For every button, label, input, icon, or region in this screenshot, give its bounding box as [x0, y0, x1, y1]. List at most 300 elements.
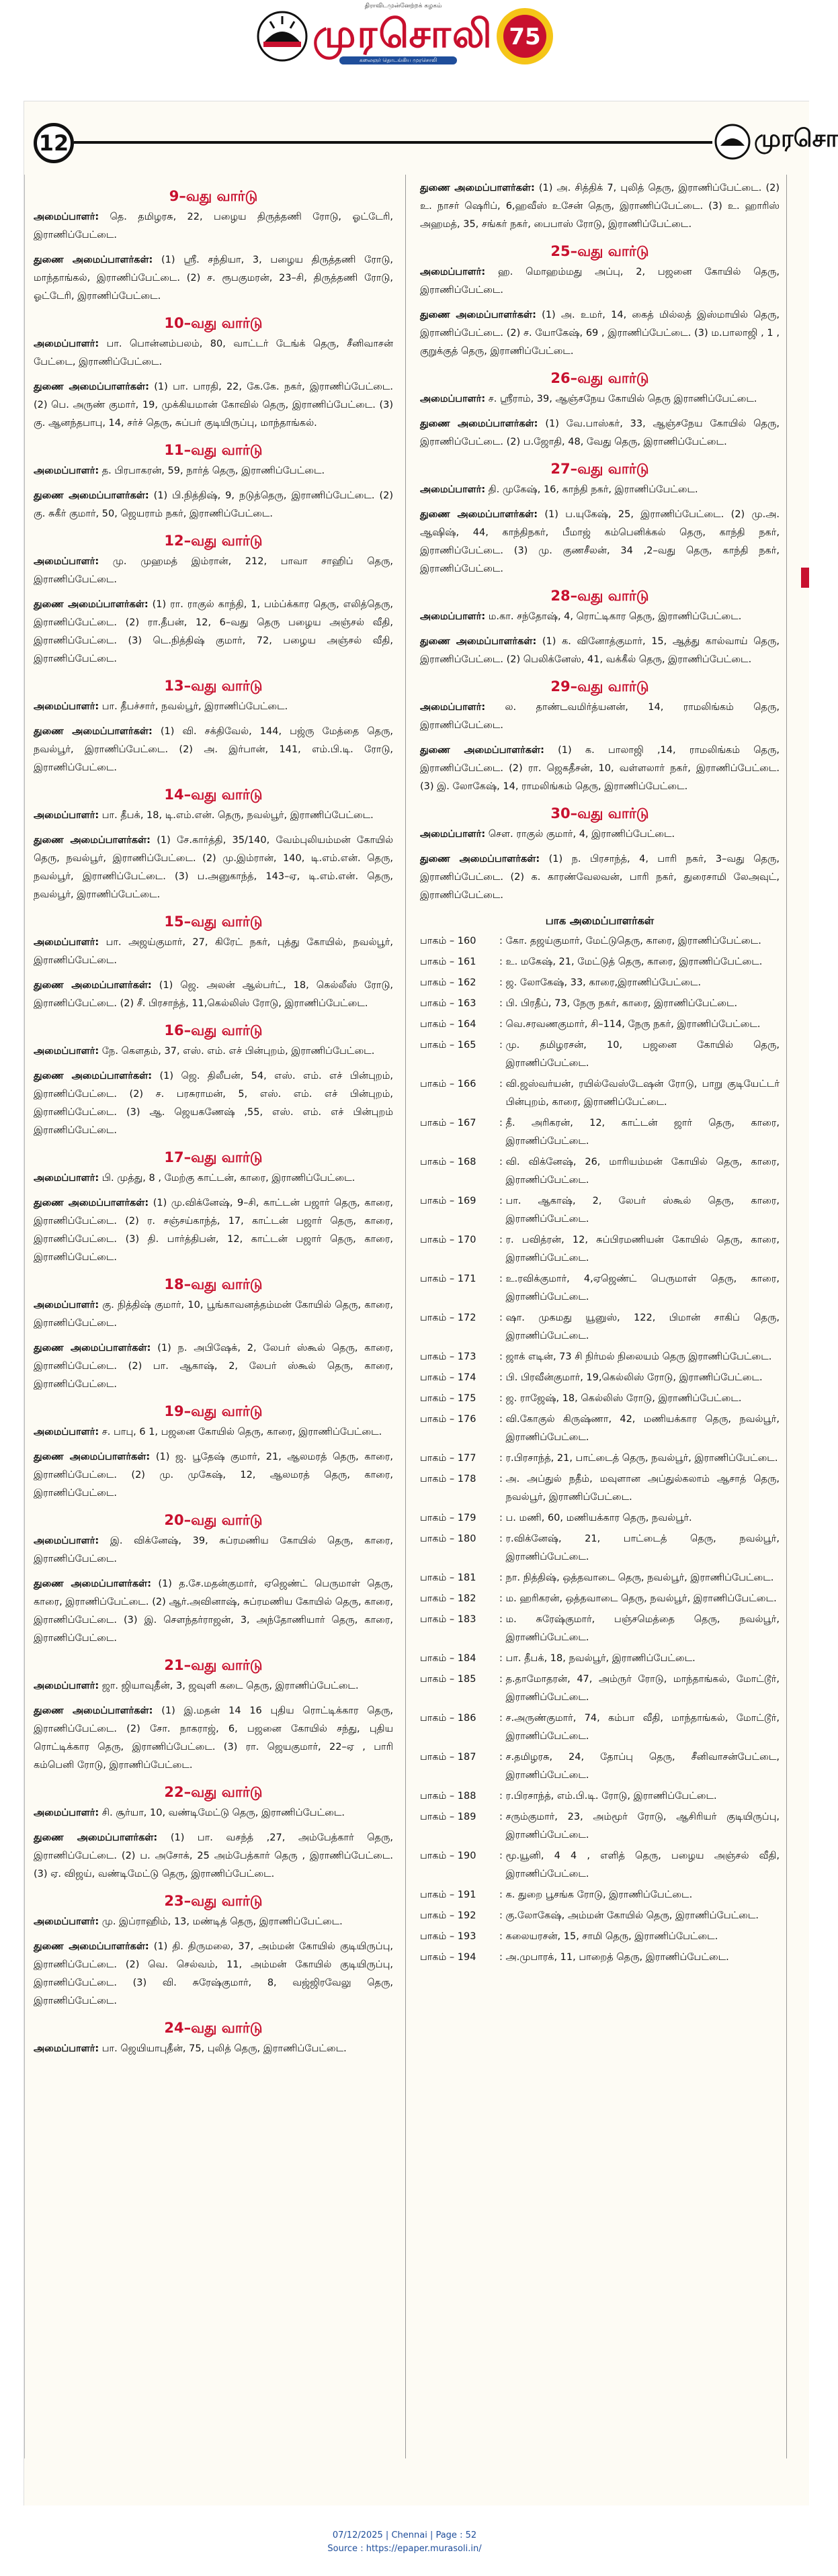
role-label: துணை அமைப்பாளர்கள்:: [34, 1579, 152, 1589]
booth-row: [420, 1611, 780, 1647]
appointment-entry: [34, 1296, 393, 1333]
role-label: துணை அமைப்பாளர்கள்:: [34, 1343, 151, 1353]
booth-organizer: வி.ஜஸ்வர்யன், ரயில்வேஸ்டேஷன் ரோடு, பாறு குடியேட்டர் பின்புறம், காரை, இராணிப்பேட்டை.: [505, 1079, 780, 1108]
role-label: அமைப்பாளர்:: [420, 484, 486, 495]
separator: :: [499, 1791, 506, 1802]
role-label: அமைப்பாளர்:: [34, 1046, 99, 1057]
role-label: அமைப்பாளர்:: [34, 1536, 99, 1546]
masthead: [0, 0, 809, 74]
appointment-entry: [420, 179, 780, 234]
booth-row: [420, 995, 780, 1013]
ward-heading: 19–வது வார்டு: [164, 1403, 263, 1419]
entry-text: ச. பாபு, 6 1, பஜனை கோயில் தெரு, காரை, இராணிப்பேட்டை.: [101, 1427, 382, 1437]
entry-text: கு. நித்திஷ் குமார், 10, பூங்காவனத்தம்மன் கோயில் தெரு, காரை, இராணிப்பேட்டை.: [34, 1300, 394, 1329]
booth-row: [420, 1036, 780, 1073]
booth-row: [420, 1748, 780, 1785]
separator: :: [499, 1414, 506, 1425]
booth-row: [420, 1390, 780, 1408]
booth-number: பாகம் – 164: [420, 1019, 476, 1030]
separator: :: [499, 1851, 506, 1861]
booth-organizer: ர.பிரசாந்த், எம்.பி.டி. ரோடு, இராணிப்பேட்டை.: [505, 1791, 717, 1802]
booth-number: பாகம் – 185: [420, 1674, 476, 1685]
booth-organizer: த.தாமோதரன், 47, அம்ருர் ரோடு, மாந்தாங்கல், மோட்டூர், இராணிப்பேட்டை.: [505, 1674, 780, 1703]
ward-heading: 11–வது வார்டு: [164, 442, 263, 458]
booth-row: [420, 1075, 780, 1112]
separator: :: [499, 936, 506, 946]
booth-row: [420, 1847, 780, 1883]
ward-heading: 10–வது வார்டு: [164, 315, 263, 331]
separator: :: [499, 1593, 506, 1604]
role-label: துணை அமைப்பாளர்கள்:: [420, 310, 536, 320]
booth-number: பாகம் – 161: [420, 957, 476, 967]
booth-row: [420, 1569, 780, 1587]
booth-organizer: வெ.சரவணகுமார், சி–114, நேரு நகர், இராணிப்பேட்டை.: [505, 1019, 761, 1030]
role-label: அமைப்பாளர்:: [34, 1427, 99, 1437]
booth-organizer: அ. அப்துல் நதீம், மவுளான அப்துல்கலாம் ஆசாத் தெரு, நவல்பூர், இராணிப்பேட்டை.: [505, 1474, 780, 1503]
booth-number: பாகம் – 180: [420, 1534, 476, 1544]
column-rule: [405, 175, 406, 2458]
booth-number: பாகம் – 166: [420, 1079, 476, 1090]
booth-row: [420, 1411, 780, 1447]
booth-number: பாகம் – 169: [420, 1196, 476, 1206]
role-label: துணை அமைப்பாளர்கள்:: [34, 1071, 153, 1081]
entry-text: பா. ஜெயியாபுதீன், 75, புலித் தெரு, இராணிப்பேட்டை.: [101, 2043, 347, 2054]
red-marker: [801, 568, 809, 588]
appointment-entry: [34, 1448, 393, 1503]
separator: :: [499, 957, 506, 967]
entry-text: சௌ. ராகுல் குமார், 4, இராணிப்பேட்டை.: [488, 829, 675, 840]
rising-sun-logo-icon: [255, 9, 309, 62]
entry-text: தெ. தமிழரசு, 22, பழைய திருத்தணி ரோடு, ஓட்டேரி, இராணிப்பேட்டை.: [34, 212, 394, 240]
booth-organizer: மு. தமிழரசன், 10, பஜனை கோயில் தெரு, இராணிப்பேட்டை.: [505, 1040, 780, 1069]
entry-text: (1) அ. உமர், 14, கைத் மில்லத் இஸ்மாயில் தெரு, இராணிப்பேட்டை. (2) ச. யோகேஷ், 69 , இராணிப்பேட்டை. (3) ம.பாலாஜி , 1 , குறுக்குத் தெரு, இராணிப்பேட்டை.: [420, 310, 780, 357]
booth-row: [420, 1016, 780, 1034]
middle-column: [420, 178, 780, 1969]
booth-number: பாகம் – 172: [420, 1313, 476, 1323]
booth-row: [420, 1192, 780, 1229]
booth-row: [420, 1530, 780, 1566]
entry-text: (1) ந. அபிஷேக், 2, லேபர் ஸ்கூல் தெரு, காரை, இராணிப்பேட்டை. (2) பா. ஆகாஷ், 2, லேபர் ஸ்கூல் தெரு, காரை, இராணிப்பேட்டை.: [34, 1343, 393, 1390]
booth-organizer: பா. தீபக், 18, நவல்பூர், இராணிப்பேட்டை.: [505, 1653, 696, 1664]
separator: :: [499, 998, 506, 1009]
role-label: துணை அமைப்பாளர்கள்:: [34, 599, 149, 610]
booth-organizer: பி. பிரதீப், 73, நேரு நகர், காரை, இராணிப்பேட்டை.: [505, 998, 738, 1009]
entry-text: பா. பொன்னம்பலம், 80, வாட்டர் டேங்க் தெரு, சீனிவாசன் பேட்டை, இராணிப்பேட்டை.: [34, 339, 393, 367]
running-head: முரசொ: [754, 125, 838, 152]
role-label: அமைப்பாளர்:: [34, 556, 99, 567]
appointment-entry: [420, 415, 780, 451]
column-rule-right: [786, 175, 787, 2458]
entry-text: (1) மு.விக்னேஷ், 9–சி, காட்டன் பஜார் தெரு, காரை, இராணிப்பேட்டை. (2) ர. சஞ்சய்காந்த், 17, காட்டன் பஜார் தெரு, காரை, இராணிப்பேட்டை. (3) தி. பார்த்திபன், 12, காட்டன் பஜார் தெரு, காரை, இராணிப்பேட்டை.: [34, 1198, 393, 1263]
booth-organizer: பா. ஆகாஷ், 2, லேபர் ஸ்கூல் தெரு, காரை, இராணிப்பேட்டை.: [505, 1196, 780, 1225]
entry-text: நே. கௌதம், 37, எஸ். எம். எச் பின்புறம், இராணிப்பேட்டை.: [101, 1046, 375, 1057]
booth-number: பாகம் – 194: [420, 1952, 476, 1963]
booth-organizer: உ.ரவிக்குமார், 4,ஏஜெண்ட் பெருமாள் தெரு, காரை, இராணிப்பேட்டை.: [505, 1274, 780, 1302]
role-label: அமைப்பாளர்:: [34, 701, 99, 712]
booth-organizer: ஜாக் எடின், 73 சி நிர்மல் நிலையம் தெரு இராணிப்பேட்டை.: [505, 1351, 772, 1362]
booth-row: [420, 1309, 780, 1345]
role-label: அமைப்பாளர்:: [420, 267, 486, 277]
booth-number: பாகம் – 191: [420, 1890, 476, 1900]
appointment-entry: [420, 633, 780, 669]
booth-number: பாகம் – 174: [420, 1372, 476, 1383]
booth-organizer: கு.லோகேஷ், அம்மன் கோயில் தெரு, இராணிப்பேட்டை.: [505, 1910, 759, 1921]
separator: :: [499, 1274, 506, 1284]
booth-number: பாகம் – 179: [420, 1513, 476, 1523]
appointment-entry: [420, 506, 780, 578]
appointment-entry: [34, 1677, 393, 1695]
appointment-entry: [420, 306, 780, 361]
booth-organizer: ஷா. முகமது யூனுஸ், 122, பிமான் சாகிப் தெரு, இராணிப்பேட்டை.: [505, 1313, 780, 1341]
booth-organizer: ச.அருண்குமார், 74, கம்பா வீதி, மாந்தாங்கல், மோட்டூர், இராணிப்பேட்டை.: [505, 1713, 780, 1742]
booth-organizer: ஜ. ராஜேஷ், 18, கெல்லிஸ் ரோடு, இராணிப்பேட்டை.: [505, 1393, 742, 1404]
booth-number: பாகம் – 186: [420, 1713, 476, 1724]
booth-number: பாகம் – 193: [420, 1931, 476, 1942]
appointment-entry: [34, 1194, 393, 1267]
booth-organizer: தீ. அரிகரன், 12, காட்டன் ஜார் தெரு, காரை, இராணிப்பேட்டை.: [505, 1118, 780, 1147]
appointment-entry: [34, 698, 393, 716]
role-label: துணை அமைப்பாளர்கள்:: [34, 1452, 151, 1462]
ward-heading: 15–வது வார்டு: [164, 914, 263, 930]
role-label: துணை அமைப்பாளர்கள்:: [420, 509, 538, 520]
role-label: துணை அமைப்பாளர்கள்:: [34, 835, 151, 846]
booth-organizer: ப. மணி, 60, மணியக்கார தெரு, நவல்பூர்.: [505, 1513, 692, 1523]
separator: :: [499, 1235, 506, 1245]
role-label: அமைப்பாளர்:: [420, 394, 486, 404]
role-label: துணை அமைப்பாளர்கள்:: [34, 382, 149, 392]
booth-row: [420, 1450, 780, 1468]
role-label: அமைப்பாளர்:: [34, 1681, 99, 1691]
ward-heading: 29–வது வார்டு: [550, 678, 649, 695]
entry-text: (1) ரா. ராகுல் காந்தி, 1, பம்ப்க்கார தெரு, எலித்தெரு, இராணிப்பேட்டை. (2) ரா.தீபன், 12, 6–வது தெரு பழைய அஞ்சல் வீதி, இராணிப்பேட்டை. (3) டெ.நித்திஷ் குமார், 72, பழைய அஞ்சல் வீதி, இராணிப்பேட்டை.: [34, 599, 393, 664]
role-label: துணை அமைப்பாளர்கள்:: [420, 854, 540, 864]
appointment-entry: [34, 462, 393, 480]
entry-text: (1) பி.நித்திஷ், 9, நடுத்தெரு, இராணிப்பேட்டை. (2) கு. சுகீர் குமார், 50, ஜெயராம் நகர், இராணிப்பேட்டை.: [34, 490, 394, 519]
booth-number: பாகம் – 187: [420, 1752, 476, 1763]
booth-number: பாகம் – 192: [420, 1910, 476, 1921]
ward-heading: 24–வது வார்டு: [164, 2020, 263, 2036]
booth-organizer: ர.விக்னேஷ், 21, பாட்டைத் தெரு, நவல்பூர், இராணிப்பேட்டை.: [505, 1534, 780, 1562]
entry-text: (1) அ. சித்திக் 7, புலித் தெரு, இராணிப்பேட்டை. (2) உ. நாசர் ஷெரிப், 6,ஹவீஸ் உசேன் தெரு, இராணிப்பேட்டை. (3) உ. ஹாரிஸ் அஹமத், 35, சங்கர் நகர், பைபாஸ் ரோடு, இராணிப்பேட்டை.: [420, 183, 780, 230]
appointment-entry: [34, 1169, 393, 1188]
booth-organizer: ம. சுரேஷ்குமார், பஞ்சமெத்தை தெரு, நவல்பூர், இராணிப்பேட்டை.: [505, 1614, 780, 1643]
booth-number: பாகம் – 160: [420, 936, 476, 946]
role-label: துணை அமைப்பாளர்கள்:: [420, 183, 535, 193]
appointment-entry: [34, 1067, 393, 1140]
booth-organizer: ஜ. லோகேஷ், 33, காரை,இராணிப்பேட்டை.: [505, 977, 702, 988]
separator: :: [499, 1890, 506, 1900]
role-label: துணை அமைப்பாளர்கள்:: [34, 1705, 153, 1716]
anniversary-75-emblem: [494, 5, 556, 67]
booth-organizer: அ.முபாரக், 11, பாறைத் தெரு, இராணிப்பேட்டை.: [505, 1952, 729, 1963]
ward-heading: 16–வது வார்டு: [164, 1022, 263, 1038]
appointment-entry: [34, 1938, 393, 2010]
booth-row: [420, 1907, 780, 1925]
appointment-entry: [34, 1829, 393, 1883]
ward-heading: 18–வது வார்டு: [164, 1276, 263, 1292]
role-label: துணை அமைப்பாளர்கள்:: [34, 1198, 149, 1208]
entry-text: பா. அஜய்குமார், 27, கிரேட் நகர், புத்து கோயில், நவல்பூர், இராணிப்பேட்டை.: [34, 937, 393, 966]
ward-heading: 22–வது வார்டு: [164, 1784, 263, 1800]
separator: :: [499, 1453, 506, 1464]
anniversary-number: 75: [509, 24, 541, 50]
role-label: அமைப்பாளர்:: [34, 1173, 99, 1184]
entry-text: (1) இ.மதன் 14 16 புதிய ரொட்டிக்கார தெரு, இராணிப்பேட்டை. (2) சோ. நாகராஜ், 6, பஜனை கோயில் சந்து, புதிய ரொட்டிக்கார தெரு, இராணிப்பேட்டை. (3) ரா. ஜெயகுமார், 22–ஏ , பாரி கம்பெனி ரோடு, இராணிப்பேட்டை.: [34, 1705, 393, 1771]
booth-row: [420, 953, 780, 971]
booth-row: [420, 1590, 780, 1608]
booth-row: [420, 1270, 780, 1306]
booth-organizer: க. துறை பூசங்க ரோடு, இராணிப்பேட்டை.: [505, 1890, 693, 1900]
separator: :: [499, 1752, 506, 1763]
role-label: அமைப்பாளர்:: [34, 810, 99, 821]
entry-text: (1) வி. சக்திவேல், 144, பஜ்ரு மேத்தை தெரு, நவல்பூர், இராணிப்பேட்டை. (2) அ. இர்பான், 141, எம்.பி.டி. ரோடு, இராணிப்பேட்டை.: [34, 726, 393, 773]
booth-organizer: ர. பவித்ரன், 12, சுப்பிரமணியன் கோயில் தெரு, காரை, இராணிப்பேட்டை.: [505, 1235, 780, 1263]
entry-text: (1) ப.யுகேஷ், 25, இராணிப்பேட்டை. (2) மு.அ. ஆஷிஷ், 44, காந்திநகர், பீமாஜ் கம்பெனிக்கல் தெரு, காந்தி நகர், இராணிப்பேட்டை. (3) மு. குணசீலன், 34 ,2–வது தெரு, காந்தி நகர், இராணிப்பேட்டை.: [420, 509, 780, 574]
ward-heading: 30–வது வார்டு: [550, 805, 649, 821]
entry-text: ச. ஸ்ரீராம், 39, ஆஞ்சநேய கோயில் தெரு இராணிப்பேட்டை.: [488, 394, 757, 404]
appointment-entry: [420, 263, 780, 300]
booth-row: [420, 1949, 780, 1967]
separator: :: [499, 1157, 506, 1167]
entry-text: (1) த.சே.மதன்குமார், ஏஜெண்ட் பெருமாள் தெரு, காரை, இராணிப்பேட்டை. (2) ஆர்.அவினாஷ், சுப்ரமணிய கோயில் தெரு, காரை, இராணிப்பேட்டை. (3) இ. சௌந்தர்ராஜன், 3, அந்தோணியார் தெரு, காரை, இராணிப்பேட்டை.: [34, 1579, 393, 1644]
booth-row: [420, 1153, 780, 1190]
separator: :: [499, 1931, 506, 1942]
appointment-entry: [420, 699, 780, 735]
ward-heading: 23–வது வார்டு: [164, 1893, 263, 1909]
role-label: அமைப்பாளர்:: [34, 1808, 99, 1818]
entry-text: ஜா. ஜியாவுதீன், 3, ஜவுளி கடை தெரு, இராணிப்பேட்டை.: [101, 1681, 359, 1691]
booth-row: [420, 974, 780, 992]
booth-organizer: வி.கோகுல் கிருஷ்ணா, 42, மணியக்கார தெரு, நவல்பூர், இராணிப்பேட்டை.: [505, 1414, 780, 1443]
booth-organizer: ச.தமிழரசு, 24, தோப்பு தெரு, சீனிவாசன்பேட்டை, இராணிப்பேட்டை.: [505, 1752, 780, 1781]
ward-heading: 12–வது வார்டு: [164, 533, 263, 549]
appointment-entry: [34, 1575, 393, 1648]
booth-number: பாகம் – 175: [420, 1393, 476, 1404]
booth-row: [420, 1709, 780, 1746]
role-label: துணை அமைப்பாளர்கள்:: [34, 490, 149, 501]
separator: :: [499, 1513, 506, 1523]
masthead-subtitle: கலைஞர் தொடங்கிய முரசொலி: [339, 56, 457, 64]
booth-organizer: சரும்குமார், 23, அம்மூர் ரோடு, ஆசிரியர் குடியிருப்பு, இராணிப்பேட்டை.: [505, 1812, 780, 1840]
entry-text: (1) ந. பிரசாந்த், 4, பாரி நகர், 3–வது தெரு, இராணிப்பேட்டை. (2) க. காரண்வேலவன், பாரி நகர், துரைசாமி லேஅவுட், இராணிப்பேட்டை.: [420, 854, 780, 901]
masthead-title: முரசொலி: [312, 11, 493, 56]
booth-number: பாகம் – 188: [420, 1791, 476, 1802]
separator: :: [499, 1118, 506, 1128]
appointment-entry: [34, 934, 393, 970]
booth-number: பாகம் – 177: [420, 1453, 476, 1464]
booth-number: பாகம் – 178: [420, 1474, 476, 1484]
entry-text: ல. தாண்டவமிர்த்யனன், 14, ராமலிங்கம் தெரு, இராணிப்பேட்டை.: [420, 702, 780, 731]
booth-row: [420, 1787, 780, 1806]
entry-text: (1) ஜெ. அலன் ஆல்பர்ட், 18, கெல்லீஸ் ரோடு, இராணிப்பேட்டை. (2) சீ. பிரசாந்த், 11,கெல்லிஸ் ரோடு, இராணிப்பேட்டை.: [34, 980, 393, 1009]
ward-heading: 14–வது வார்டு: [164, 787, 263, 803]
appointment-entry: [420, 390, 780, 408]
booth-number: பாகம் – 183: [420, 1614, 476, 1625]
role-label: துணை அமைப்பாளர்கள்:: [34, 980, 152, 991]
appointment-entry: [34, 977, 393, 1013]
appointment-entry: [420, 742, 780, 796]
appointment-entry: [34, 723, 393, 777]
separator: :: [499, 1196, 506, 1206]
appointment-entry: [420, 826, 780, 844]
booth-number: பாகம் – 181: [420, 1572, 476, 1583]
booth-row: [420, 1509, 780, 1527]
ward-heading: 17–வது வார்டு: [164, 1149, 263, 1165]
role-label: அமைப்பாளர்:: [34, 212, 99, 222]
appointment-entry: [420, 608, 780, 626]
separator: :: [499, 1534, 506, 1544]
role-label: அமைப்பாளர்:: [420, 829, 486, 840]
entry-text: தி. முகேஷ், 16, காந்தி நகர், இராணிப்பேட்டை.: [488, 484, 698, 495]
booth-number: பாகம் – 162: [420, 977, 476, 988]
separator: :: [499, 1713, 506, 1724]
entry-text: (1) பா. பாரதி, 22, கே.கே. நகர், இராணிப்பேட்டை. (2) பெ. அருண் குமார், 19, முக்கியமான் கோவில் தெரு, இராணிப்பேட்டை. (3) கு. ஆனந்தபாபு, 14, சர்ச் தெரு, சுப்பர் குடியிருப்பு, மாந்தாங்கல்.: [34, 382, 394, 429]
booth-number: பாகம் – 165: [420, 1040, 476, 1051]
clipped-right-column: [793, 181, 809, 2465]
booth-row: [420, 1231, 780, 1268]
booth-organizer: பி. பிரவீன்குமார், 19,கெல்லிஸ் ரோடு, இராணிப்பேட்டை.: [505, 1372, 763, 1383]
role-label: துணை அமைப்பாளர்கள்:: [420, 418, 538, 429]
section-title: பாக அமைப்பாளர்கள்: [545, 914, 655, 927]
separator: :: [499, 1351, 506, 1362]
entry-text: (1) சே.கார்த்தி, 35/140, வேம்புலியம்மன் கோயில் தெரு, நவல்பூர், இராணிப்பேட்டை. (2) மு.இம்ரான், 140, டி.எம்.என். தெரு, நவல்பூர், இராணிப்பேட்டை. (3) ப.அனுகாந்த், 143–ஏ, டி.எம்.என். தெரு, நவல்பூர், இராணிப்பேட்டை.: [34, 835, 393, 900]
booth-number: பாகம் – 173: [420, 1351, 476, 1362]
booth-organizer: கலையரசன், 15, சாமி தெரு, இராணிப்பேட்டை.: [505, 1931, 718, 1942]
booth-row: [420, 932, 780, 950]
role-label: அமைப்பாளர்:: [34, 937, 99, 948]
booth-organizer: வி. விக்னேஷ், 26, மாரியம்மன் கோயில் தெரு, காரை, இராணிப்பேட்டை.: [505, 1157, 780, 1186]
entry-text: (1) க. வினோத்குமார், 15, ஆத்து கால்வாய் தெரு, இராணிப்பேட்டை. (2) பெலிக்னேஸ், 41, வக்கீல் தெரு, இராணிப்பேட்டை.: [420, 636, 780, 665]
separator: :: [499, 1019, 506, 1030]
separator: :: [499, 1313, 506, 1323]
separator: :: [499, 1674, 506, 1685]
separator: :: [499, 1040, 506, 1051]
separator: :: [499, 1572, 506, 1583]
booth-row: [420, 1650, 780, 1668]
booth-row: [420, 1369, 780, 1387]
booth-row: [420, 1671, 780, 1707]
role-label: துணை அமைப்பாளர்கள்:: [420, 636, 537, 647]
entry-text: இ. விக்னேஷ், 39, சுப்ரமணிய கோயில் தெரு, காரை, இராணிப்பேட்டை.: [34, 1536, 394, 1564]
ward-heading: 9–வது வார்டு: [169, 188, 258, 204]
booth-number: பாகம் – 190: [420, 1851, 476, 1861]
booth-organizer: கோ. தஜய்குமார், மேட்டுதெரு, காரை, இராணிப்பேட்டை.: [505, 936, 761, 946]
separator: :: [499, 1910, 506, 1921]
booth-row: [420, 1348, 780, 1366]
entry-text: சி. சூர்யா, 10, வண்டிமேட்டு தெரு, இராணிப்பேட்டை.: [101, 1808, 345, 1818]
appointment-entry: [34, 832, 393, 904]
appointment-entry: [34, 1804, 393, 1822]
appointment-entry: [420, 850, 780, 905]
appointment-entry: [34, 1913, 393, 1931]
booth-row: [420, 1886, 780, 1904]
entry-text: (1) வே.பாஸ்கர், 33, ஆஞ்சநேய கோயில் தெரு, இராணிப்பேட்டை. (2) ப.ஜோதி, 48, வேது தெரு, இராணிப்பேட்டை.: [420, 418, 780, 447]
entry-text: மு. இப்ராஹிம், 13, மண்டித் தெரு, இராணிப்பேட்டை.: [101, 1916, 343, 1927]
role-label: அமைப்பாளர்:: [34, 465, 99, 476]
booth-number: பாகம் – 176: [420, 1414, 476, 1425]
separator: :: [499, 1952, 506, 1963]
booth-number: பாகம் – 167: [420, 1118, 476, 1128]
booth-number: பாகம் – 170: [420, 1235, 476, 1245]
booth-number: பாகம் – 168: [420, 1157, 476, 1167]
running-head-logo-icon: [714, 123, 751, 161]
appointment-entry: [34, 1423, 393, 1441]
entry-text: பி. முத்து, 8 , மேற்கு காட்டன், காரை, இராணிப்பேட்டை.: [101, 1173, 355, 1184]
separator: :: [499, 1812, 506, 1822]
appointment-entry: [34, 1339, 393, 1394]
booth-row: [420, 1470, 780, 1507]
appointment-entry: [34, 2040, 393, 2058]
role-label: அமைப்பாளர்:: [34, 2043, 99, 2054]
appointment-entry: [34, 1702, 393, 1775]
role-label: அமைப்பாளர்:: [420, 611, 486, 622]
ward-heading: 21–வது வார்டு: [164, 1657, 263, 1673]
separator: :: [499, 1474, 506, 1484]
entry-text: பா. தீபச்சார், நவல்பூர், இராணிப்பேட்டை.: [101, 701, 288, 712]
ward-heading: 26–வது வார்டு: [550, 370, 649, 386]
separator: :: [499, 1614, 506, 1625]
entry-text: (1) பா. வசந்த் ,27, அம்பேத்கார் தெரு, இராணிப்பேட்டை. (2) ப. அசோக், 25 அம்பேத்கார் தெரு , இராணிப்பேட்டை. (3) ஏ. விஜய், வண்டிமேட்டு தெரு, இராணிப்பேட்டை.: [34, 1832, 393, 1879]
role-label: துணை அமைப்பாளர்கள்:: [34, 1832, 158, 1843]
appointment-entry: [34, 335, 393, 371]
entry-text: (1) ஸ்ரீ. சந்தியா, 3, பழைய திருத்தணி ரோடு, மாந்தாங்கல், இராணிப்பேட்டை. (2) ச. ரூபகுமரன், 23–சி, திருத்தணி ரோடு, ஓட்டேரி, இராணிப்பேட்டை.: [34, 255, 393, 302]
appointment-entry: [34, 596, 393, 668]
role-label: துணை அமைப்பாளர்கள்:: [34, 255, 153, 265]
booth-organizer: நா. நித்திஷ், ஒத்தவாடை தெரு, நவல்பூர், இராணிப்பேட்டை.: [505, 1572, 774, 1583]
separator: :: [499, 1079, 506, 1090]
entry-text: பா. தீபக், 18, டி.எம்.என். தெரு, நவல்பூர், இராணிப்பேட்டை.: [101, 810, 374, 821]
booth-row: [420, 1808, 780, 1845]
appointment-entry: [34, 251, 393, 306]
ward-heading: 25–வது வார்டு: [550, 243, 649, 259]
ward-heading: 13–வது வார்டு: [164, 678, 263, 694]
ward-heading: 28–வது வார்டு: [550, 588, 649, 604]
entry-text: மு. முஹமத் இம்ரான், 212, பாவா சாஹிப் தெரு, இராணிப்பேட்டை.: [34, 556, 393, 585]
booth-number: பாகம் – 184: [420, 1653, 476, 1664]
booth-number: பாகம் – 189: [420, 1812, 476, 1822]
role-label: அமைப்பாளர்:: [420, 702, 486, 713]
separator: :: [499, 1393, 506, 1404]
entry-text: (1) க. பாலாஜி ,14, ராமலிங்கம் தெரு, இராணிப்பேட்டை. (2) ரா. ஜெகதீசன், 10, வள்ளலார் நகர், இராணிப்பேட்டை. (3) இ. லோகேஷ், 14, ராமலிங்கம் தெரு, இராணிப்பேட்டை.: [420, 745, 780, 792]
booth-organizer: மூ.யூனி, 4 4 , எளித் தெரு, பழைய அஞ்சல் வீதி, இராணிப்பேட்டை.: [505, 1851, 780, 1879]
entry-text: த. பிரபாகரன், 59, நார்த் தெரு, இராணிப்பேட்டை.: [101, 465, 325, 476]
entry-text: (1) தி. திருமலை, 37, அம்மன் கோயில் குடியிருப்பு, இராணிப்பேட்டை. (2) வெ. செல்வம், 11, அம்மன் கோயில் குடியிருப்பு, இராணிப்பேட்டை. (3) வி. சுரேஷ்குமார், 8, வஜ்ஜிரவேலு தெரு, இராணிப்பேட்டை.: [34, 1941, 393, 2006]
separator: :: [499, 1653, 506, 1664]
ward-heading: 20–வது வார்டு: [164, 1512, 263, 1528]
ward-heading: 27–வது வார்டு: [550, 461, 649, 477]
page-number: 12: [34, 123, 74, 163]
booth-organizer: உ. மகேஷ், 21, மேட்டுத் தெரு, காரை, இராணிப்பேட்டை.: [505, 957, 763, 967]
booth-organizer: ர.பிரசாந்த், 21, பாட்டைத் தெரு, நவல்பூர், இராணிப்பேட்டை.: [505, 1453, 778, 1464]
appointment-entry: [34, 378, 393, 433]
separator: :: [499, 1372, 506, 1383]
booth-organizer: ம. ஹரிகரன், ஒத்தவாடை தெரு, நவல்பூர், இராணிப்பேட்டை.: [505, 1593, 777, 1604]
footer-source: Source : https://epaper.murasoli.in/: [327, 2544, 482, 2554]
role-label: துணை அமைப்பாளர்கள்:: [420, 745, 544, 756]
booth-row: [420, 1114, 780, 1151]
footer: [0, 2529, 809, 2556]
entry-text: ஹ. மொஹம்மது அப்பு, 2, பஜனை கோயில் தெரு, இராணிப்பேட்டை.: [420, 267, 780, 296]
left-column: [34, 181, 393, 2065]
appointment-entry: [34, 807, 393, 825]
entry-text: ம.கா. சந்தோஷ், 4, ரொட்டிகார தெரு, இராணிப்பேட்டை.: [488, 611, 742, 622]
appointment-entry: [34, 1532, 393, 1568]
appointment-entry: [34, 1042, 393, 1061]
footer-dateline: 07/12/2025 | Chennai | Page : 52: [332, 2530, 477, 2540]
appointment-entry: [34, 487, 393, 523]
booth-number: பாகம் – 163: [420, 998, 476, 1009]
booth-number: பாகம் – 182: [420, 1593, 476, 1604]
